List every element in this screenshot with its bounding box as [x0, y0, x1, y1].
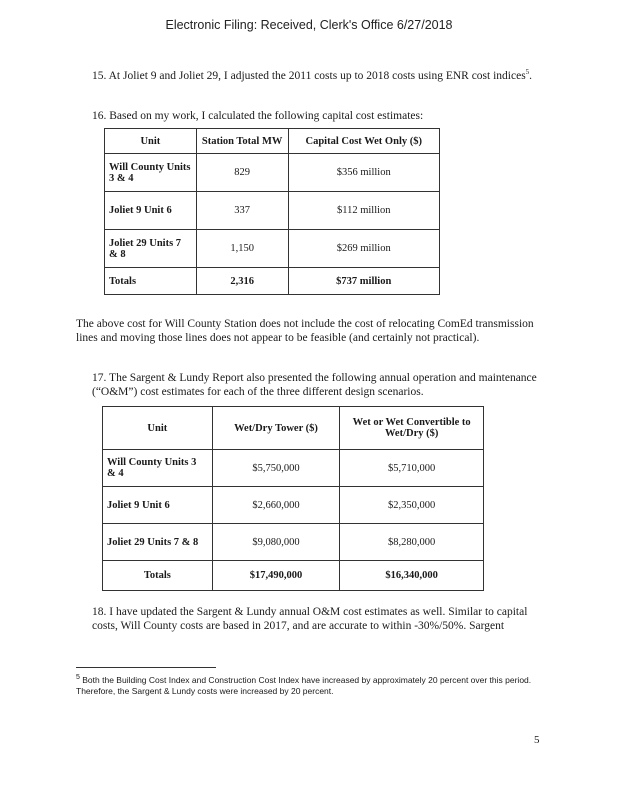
paragraph-cost-note: The above cost for Will County Station does not include the cost of relocating ComEd transmission lines and moving those lines does not appear to be feasible (and certainly not practical). — [76, 318, 534, 344]
table-header-row — [103, 407, 484, 450]
totals-mw: 2,316 — [196, 268, 288, 295]
header-capital-cost: Capital Cost Wet Only ($) — [288, 129, 440, 154]
unit-cell: Joliet 9 Unit 6 — [103, 487, 213, 524]
table-header-row — [105, 129, 440, 154]
wet-cell: $2,350,000 — [340, 487, 484, 524]
unit-cell: Joliet 9 Unit 6 — [105, 192, 197, 230]
paragraph-16: 16. Based on my work, I calculated the following capital cost estimates: — [92, 110, 424, 122]
table-row — [105, 154, 440, 192]
cost-cell: $356 million — [288, 154, 440, 192]
totals-label: Totals — [105, 268, 197, 295]
table-row — [103, 450, 484, 487]
paragraph-15-end: . — [529, 69, 533, 82]
paragraph-15-text: 15. At Joliet 9 and Joliet 29, I adjusted the 2011 costs up to 2018 costs using ENR cost indices — [92, 69, 526, 82]
unit-cell: Will County Units 3 & 4 — [103, 450, 213, 487]
wetdry-cell: $9,080,000 — [212, 524, 340, 561]
table-row — [103, 524, 484, 561]
footnote — [76, 672, 546, 697]
wetdry-cell: $5,750,000 — [212, 450, 340, 487]
mw-cell: 829 — [196, 154, 288, 192]
capital-cost-table — [104, 128, 440, 295]
totals-wet: $16,340,000 — [340, 561, 484, 591]
cost-cell: $112 million — [288, 192, 440, 230]
totals-cost: $737 million — [288, 268, 440, 295]
table-row — [105, 230, 440, 268]
wet-cell: $8,280,000 — [340, 524, 484, 561]
paragraph-17-text: 17. The Sargent & Lundy Report also presented the following annual operation and maintenance (“O&M”) cost estimates for each of the three different design scenarios. — [92, 372, 537, 398]
header-unit: Unit — [103, 407, 213, 450]
footnote-ref: 5 — [525, 68, 530, 76]
mw-cell: 337 — [196, 192, 288, 230]
footnote-marker: 5 — [76, 674, 80, 681]
table-row — [103, 487, 484, 524]
paragraph-17 — [76, 372, 546, 399]
wetdry-cell: $2,660,000 — [212, 487, 340, 524]
filing-header: Electronic Filing: Received, Clerk's Office 6/27/2018 — [165, 18, 453, 32]
om-cost-table — [102, 406, 484, 591]
page-number: 5 — [534, 734, 540, 746]
table-row — [105, 192, 440, 230]
cost-cell: $269 million — [288, 230, 440, 268]
header-mw: Station Total MW — [196, 129, 288, 154]
unit-cell: Will County Units 3 & 4 — [105, 154, 197, 192]
unit-cell: Joliet 29 Units 7 & 8 — [105, 230, 197, 268]
paragraph-18 — [76, 606, 546, 633]
footnote-divider — [76, 667, 216, 668]
header-wetdry: Wet/Dry Tower ($) — [212, 407, 340, 450]
totals-wetdry: $17,490,000 — [212, 561, 340, 591]
mw-cell: 1,150 — [196, 230, 288, 268]
paragraph-15 — [92, 66, 552, 83]
paragraph-18-text: 18. I have updated the Sargent & Lundy annual O&M cost estimates as well. Similar to capital costs, Will County costs are based in 2017, and are accurate to within -30%/50%. Sargent — [92, 606, 528, 632]
header-wet: Wet or Wet Convertible to Wet/Dry ($) — [340, 407, 484, 450]
totals-row — [105, 268, 440, 295]
totals-row — [103, 561, 484, 591]
unit-cell: Joliet 29 Units 7 & 8 — [103, 524, 213, 561]
totals-label: Totals — [103, 561, 213, 591]
header-unit: Unit — [105, 129, 197, 154]
wet-cell: $5,710,000 — [340, 450, 484, 487]
footnote-text: Both the Building Cost Index and Construction Cost Index have increased by approximately 20 percent over this period. Therefore, the Sargent & Lundy costs were increased by 20 percent. — [76, 674, 532, 696]
